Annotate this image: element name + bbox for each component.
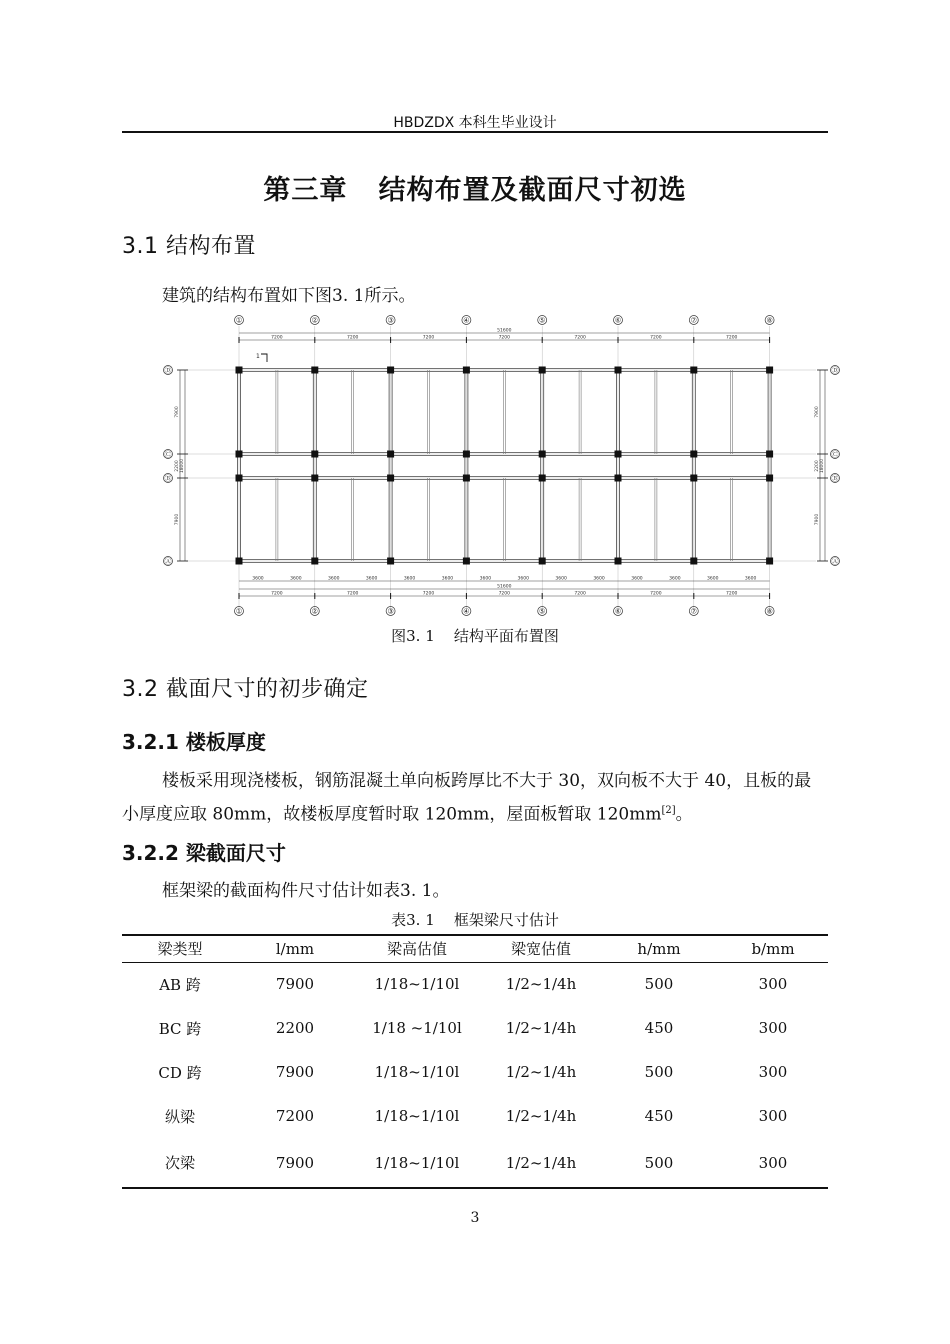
dimension-label-half: 3600 [744,576,757,582]
dimension-label-half: 3600 [479,576,492,582]
axis-label: ⑦ [690,316,697,325]
header-rule [122,131,828,133]
column [690,558,697,565]
axis-label: ① [235,607,243,616]
structural-plan-figure [160,312,842,618]
dimension-label-bay: 7200 [650,335,662,341]
table-cell: 450 [644,1019,674,1037]
column [690,451,697,458]
slab-text: 楼板采用现浇楼板，钢筋混凝土单向板跨厚比不大于 30，双向板不大于 40，且板的最小厚度应取 80mm，故楼板厚度暂时取 120mm，屋面板暂取 120mm [122,771,812,825]
dimension-label-bay: 7200 [422,335,435,341]
column [539,367,546,374]
table-cell: 300 [758,1063,788,1081]
table-cell: 1/2~1/4h [505,1107,577,1125]
dimension-label-half: 3600 [555,576,567,582]
beam-intro: 框架梁的截面构件尺寸估计如表3. 1。 [162,881,450,901]
axis-label: Ⓓ [164,366,172,375]
table-cell: 次梁 [164,1154,195,1172]
section-mark [261,354,267,362]
section-3-1-title: 3.1 结构布置 [122,234,256,259]
axis-label: ④ [463,607,470,616]
col-length: l/mm [275,939,315,958]
table-cell: BC 跨 [158,1019,202,1038]
column [690,475,697,482]
axis-label: ② [311,316,318,325]
table-cell: 300 [758,1019,788,1037]
column [615,367,622,374]
dimension-label-half: 3600 [290,576,302,582]
slab-thickness-paragraph [122,766,828,830]
dimension-label-half: 3600 [631,576,643,582]
dimension-label-half: 3600 [707,576,719,582]
col-h: h/mm [637,939,681,958]
section-3-2-title: 3.2 截面尺寸的初步确定 [122,677,369,702]
axis-label: ③ [387,607,394,616]
table-header-row [122,935,828,962]
column [766,558,773,565]
column [463,451,470,458]
table-row [122,1050,828,1094]
table-cell: 1/2~1/4h [505,975,577,994]
dimension-label-span: 2200 [815,460,820,472]
table-caption: 表3. 1 框架梁尺寸估计 [391,911,559,929]
column [387,475,394,482]
dimension-label-bay: 7200 [498,335,511,341]
table-cell: 纵梁 [164,1107,195,1126]
axis-label: ④ [463,316,470,325]
column [463,558,470,565]
table-cell: 300 [758,1153,788,1172]
axis-label: ① [235,316,243,325]
dimension-label-half: 3600 [403,576,416,582]
table-cell: 500 [644,1153,674,1172]
table-cell: 2200 [275,1019,315,1037]
axis-label: ⑤ [539,607,546,616]
axis-label: Ⓑ [164,474,172,483]
table-cell: 1/18~1/10l [374,1063,460,1081]
column [766,367,773,374]
dimension-label-span: 7900 [815,513,820,526]
table-cell: 450 [644,1107,674,1125]
column [463,367,470,374]
column [615,558,622,565]
dimension-label-span: 7900 [175,513,180,526]
dimension-label-half: 3600 [593,576,605,582]
axis-label: Ⓒ [164,450,172,459]
table-cell: 1/18~1/10l [374,1107,460,1125]
dimension-label-half: 3600 [517,576,529,582]
column [387,451,394,458]
table-cell: AB 跨 [159,975,201,994]
table-cell: 1/2~1/4h [505,1019,577,1037]
table-cell: 300 [758,975,788,994]
table-cell: 7200 [275,1107,315,1125]
column [690,367,697,374]
table-cell: 1/18~1/10l [374,975,460,994]
dimension-label-bay: 7200 [422,591,435,597]
column [236,475,243,482]
axis-label: Ⓐ [831,557,839,566]
dimension-label-bay: 7200 [574,335,586,341]
section-3-2-2-title: 3.2.2 梁截面尺寸 [122,841,286,865]
dimension-label-total: 18000 [820,458,825,474]
axis-label: Ⓒ [831,450,839,459]
slab-text-end: 。 [675,804,693,825]
col-beam-type: 梁类型 [157,940,203,959]
dimension-label-span: 7900 [815,406,820,418]
column [463,475,470,482]
column [311,367,318,374]
dimension-label-bay: 7200 [725,591,738,597]
table-cell: CD 跨 [158,1063,202,1082]
col-width-estimate: 梁宽估值 [510,940,571,959]
table-cell: 1/18 ~1/10l [372,1019,462,1037]
axis-label: ② [311,607,318,616]
axis-label: ⑥ [614,316,622,325]
table-cell: 7900 [275,1153,315,1172]
axis-label: Ⓑ [831,474,839,483]
table-cell: 300 [758,1107,788,1125]
axis-label: ⑧ [766,316,773,325]
col-height-estimate: 梁高估值 [386,940,447,959]
dimension-label-half: 3600 [252,576,264,582]
beam-size-table [122,934,828,1189]
chapter-title: 第三章 结构布置及截面尺寸初选 [263,175,687,206]
table-cell: 1/2~1/4h [505,1063,577,1081]
column [236,367,243,374]
dimension-label-bay: 7200 [346,335,359,341]
dimension-label-bay: 7200 [271,591,283,597]
axis-label: ⑦ [690,607,697,616]
axis-label: ③ [387,316,394,325]
column [539,451,546,458]
section-3-2-1-title: 3.2.1 楼板厚度 [122,730,266,754]
dimension-label-span: 2200 [175,460,180,472]
dimension-label-half: 3600 [365,576,378,582]
table-cell: 1/18~1/10l [374,1153,460,1172]
column [387,558,394,565]
column [539,475,546,482]
axis-label: Ⓓ [831,366,839,375]
column [387,367,394,374]
dimension-label-total: 51600 [497,328,512,334]
section-3-1-intro: 建筑的结构布置如下图3. 1所示。 [162,286,416,306]
dimension-label-half: 3600 [441,576,454,582]
page-header: HBDZDX 本科生毕业设计 [393,115,557,131]
table-cell: 7900 [275,975,315,994]
dimension-label-half: 3600 [328,576,340,582]
section-mark-label: 1 [256,353,260,360]
axis-label: ⑥ [614,607,622,616]
axis-label: Ⓐ [164,557,172,566]
column [615,475,622,482]
column [311,475,318,482]
column [615,451,622,458]
col-b: b/mm [751,939,795,958]
dimension-label-bay: 7200 [346,591,359,597]
dimension-label-total: 51600 [497,584,512,590]
dimension-label-bay: 7200 [650,591,662,597]
column [766,475,773,482]
column [539,558,546,565]
dimension-label-bay: 7200 [725,335,738,341]
table-row [122,1138,828,1188]
figure-caption: 图3. 1 结构平面布置图 [391,627,559,645]
column [236,451,243,458]
dimension-label-total: 18000 [180,458,185,474]
page-number: 3 [470,1210,480,1226]
dimension-label-bay: 7200 [271,335,283,341]
axis-label: ⑧ [766,607,773,616]
dimension-label-bay: 7200 [498,591,511,597]
column [311,451,318,458]
dimension-label-span: 7900 [175,406,180,418]
table-row [122,1094,828,1138]
column [766,451,773,458]
axis-label: ⑤ [539,316,546,325]
dimension-label-bay: 7200 [574,591,586,597]
table-row [122,1006,828,1050]
reference-mark: [2] [661,805,676,816]
table-cell: 500 [644,1063,674,1081]
column [236,558,243,565]
column [311,558,318,565]
dimension-label-half: 3600 [669,576,681,582]
table-cell: 500 [644,975,674,994]
table-row [122,962,828,1006]
table-cell: 1/2~1/4h [505,1153,577,1172]
table-cell: 7900 [275,1063,315,1081]
